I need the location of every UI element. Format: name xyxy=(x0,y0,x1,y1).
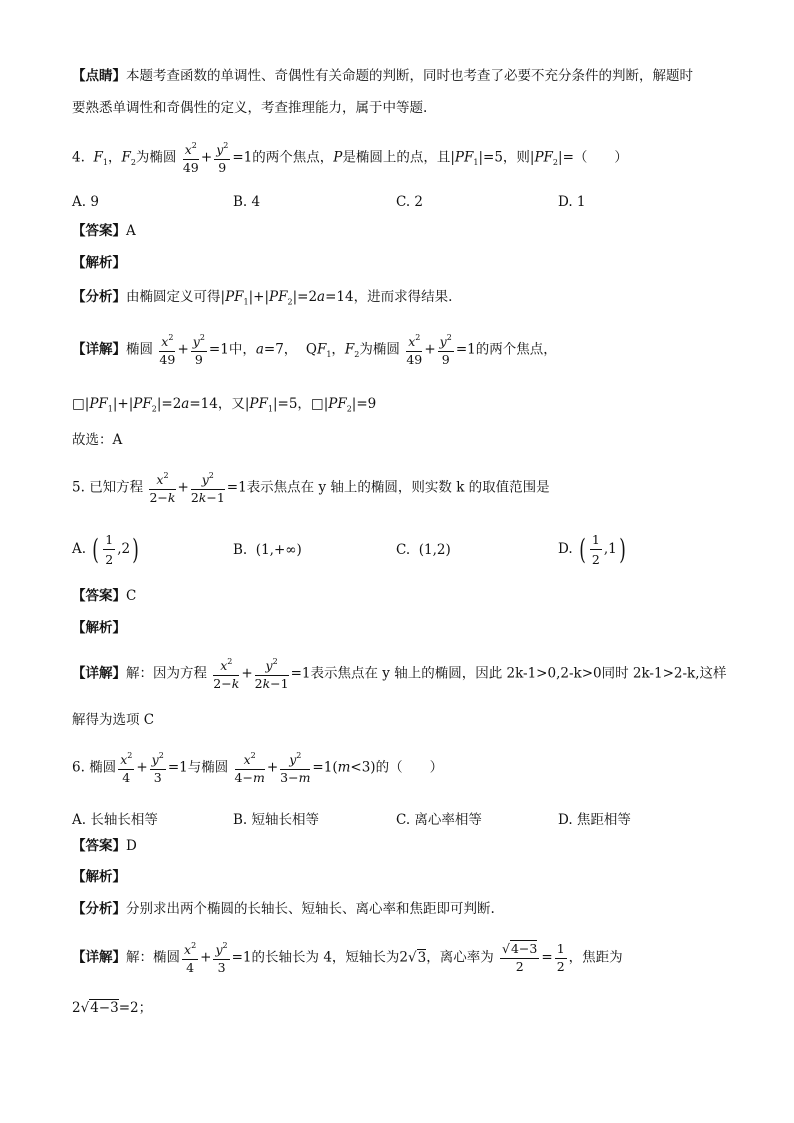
fraction: $\frac{x^2}{49}$ xyxy=(182,141,199,175)
q4-option-a: A. 9 xyxy=(72,194,99,210)
fraction: $\frac{y^2}{9}$ xyxy=(192,333,205,367)
dianjing-line-1: 【点睛】本题考查函数的单调性、奇偶性有关命题的判断，同时也考查了必要不充分条件的判断，解题时 xyxy=(72,68,693,84)
q4-xiangjie-line-1: 【详解】椭圆 $\frac{x^2}{49}$ + $\frac{y^2}{9}$ =1中，a=7， $QF_1$，$F_2$为椭圆 $\frac{x^2}{49}$ + $\frac{y^2}{9}$ =1的两个焦点， xyxy=(72,333,557,367)
q5-answer: 【答案】C xyxy=(72,588,137,604)
q6-option-a: A. 长轴长相等 xyxy=(72,812,158,828)
fraction: $\frac{y^2}{3}$ xyxy=(151,751,164,785)
fraction: $\frac{1}{2}$ xyxy=(556,941,565,974)
q4-option-b: B. 4 xyxy=(233,194,261,210)
q5-jiexi: 【解析】 xyxy=(72,620,126,636)
q6-jiexi: 【解析】 xyxy=(72,869,126,885)
fraction: $\frac{x^2}{4-m}$ xyxy=(234,751,265,785)
q6-option-d: D. 焦距相等 xyxy=(558,812,631,828)
q4-guxuan: 故选：A xyxy=(72,432,123,448)
fraction: $\frac{x^2}{4}$ xyxy=(184,941,197,975)
fraction: $\frac{x^2}{2-k}$ xyxy=(213,657,240,691)
q6-xiangjie-line-2: 2√4−3=2； xyxy=(72,1000,153,1016)
fraction: $\frac{y^2}{9}$ xyxy=(439,333,452,367)
fraction: $\frac{x^2}{4}$ xyxy=(120,751,133,785)
q4-answer: 【答案】A xyxy=(72,223,136,239)
q5-option-a: A. ( $\frac{1}{2}$ ,2) xyxy=(72,532,139,567)
fraction: $\frac{y^2}{3}$ xyxy=(215,941,228,975)
q5-option-d: D. ( $\frac{1}{2}$ ,1) xyxy=(558,532,626,567)
q4-option-c: C. 2 xyxy=(396,194,424,210)
q5-xiangjie-line-1: 【详解】解：因为方程 $\frac{x^2}{2-k}$ + $\frac{y^2}{2k-1}$ =1表示焦点在 y 轴上的椭圆，因此 2k-1>0,2-k>0同时 2k-1>2-k,这样 xyxy=(72,657,727,691)
fraction: $\frac{y^2}{2k-1}$ xyxy=(254,657,289,691)
q6-fenxi: 【分析】分别求出两个椭圆的长轴长、短轴长、离心率和焦距即可判断. xyxy=(72,901,495,917)
q6-xiangjie-line-1: 【详解】解：椭圆 $\frac{x^2}{4}$ + $\frac{y^2}{3}$ =1的长轴长为 4，短轴长为2√3，离心率为 $\frac{√4-3}{2}$ = $\frac{1}{2}$ ，焦距为 xyxy=(72,941,623,975)
q5-option-c: C. (1,2) xyxy=(396,542,451,558)
q4-jiexi: 【解析】 xyxy=(72,255,126,271)
q6-option-b: B. 短轴长相等 xyxy=(233,812,320,828)
dianjing-line-2: 要熟悉单调性和奇偶性的定义，考查推理能力，属于中等题. xyxy=(72,100,428,116)
fraction: $\frac{y^2}{2k-1}$ xyxy=(190,471,225,505)
q6-stem: 6. 椭圆 $\frac{x^2}{4}$ + $\frac{y^2}{3}$ =1与椭圆 $\frac{x^2}{4-m}$ + $\frac{y^2}{3-m}$ =1(m<3)的（ ） xyxy=(72,751,444,785)
q6-option-c: C. 离心率相等 xyxy=(396,812,482,828)
q5-stem: 5. 已知方程 $\frac{x^2}{2-k}$ + $\frac{y^2}{2k-1}$ =1表示焦点在 y 轴上的椭圆，则实数 k 的取值范围是 xyxy=(72,471,550,505)
q4-xiangjie-line-2: $□|PF_1|+|PF_2|=2a=14$，又$|PF_1|=5$，$□|PF_2|=9$ xyxy=(72,396,377,414)
fraction: $\frac{√4-3}{2}$ xyxy=(502,941,538,974)
fraction: $\frac{y^2}{9}$ xyxy=(216,141,229,175)
q4-stem: 4. $F_1$，$F_2$为椭圆 $\frac{x^2}{49}$ + $\frac{y^2}{9}$ =1的两个焦点，P是椭圆上的点，且$|PF_1|=5$，则$|PF_2|=$（ ） xyxy=(72,141,628,175)
q4-option-d: D. 1 xyxy=(558,194,586,210)
q5-option-b: B. (1,+∞) xyxy=(233,542,302,558)
fraction: $\frac{x^2}{49}$ xyxy=(159,333,176,367)
q5-xiangjie-line-2: 解得为选项 C xyxy=(72,712,155,728)
q4-fenxi: 【分析】由椭圆定义可得$|PF_1|+|PF_2|=2a=14$，进而求得结果. xyxy=(72,289,453,307)
fraction: $\frac{x^2}{2-k}$ xyxy=(149,471,176,505)
fraction: $\frac{y^2}{3-m}$ xyxy=(280,751,311,785)
q6-answer: 【答案】D xyxy=(72,838,137,854)
fraction: $\frac{x^2}{49}$ xyxy=(406,333,423,367)
dianjing-tag: 【点睛】 xyxy=(72,68,126,84)
